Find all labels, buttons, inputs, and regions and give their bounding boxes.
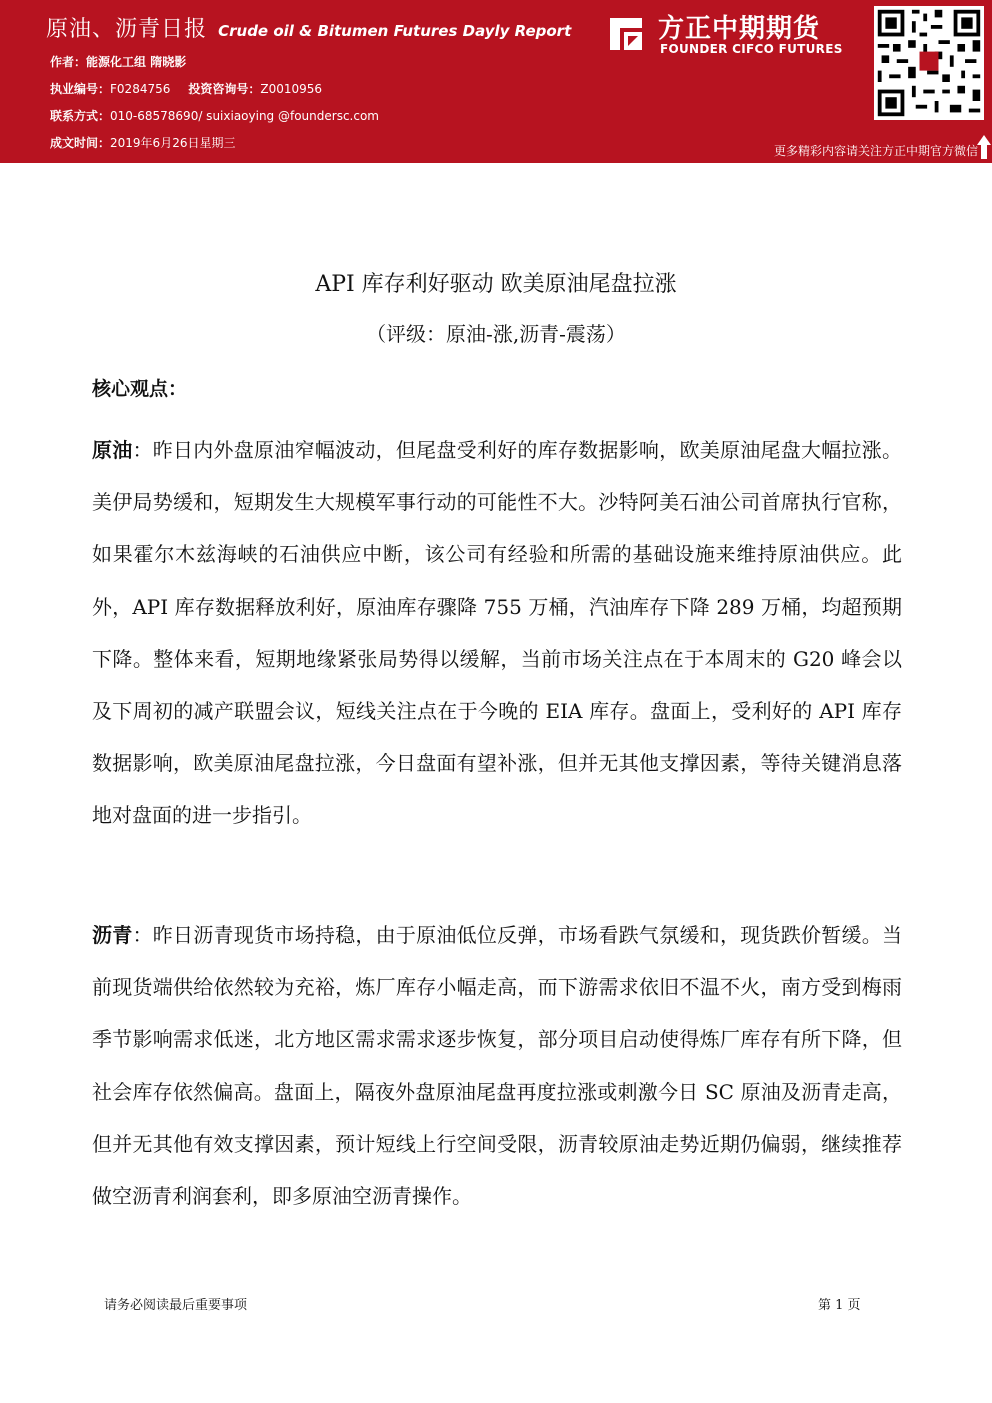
document-title: API 库存利好驱动 欧美原油尾盘拉涨 xyxy=(315,272,677,297)
date-value: 2019年6月26日星期三 xyxy=(110,136,236,150)
contact-value: 010-68578690/ suixiaoying @foundersc.com xyxy=(110,109,379,123)
qr-code-icon xyxy=(874,6,984,120)
date-label: 成文时间： xyxy=(50,136,111,150)
crude-oil-paragraph xyxy=(92,424,902,842)
consult-value: Z0010956 xyxy=(260,82,323,96)
page-number: 第 1 页 xyxy=(818,1298,861,1313)
arrow-up-icon xyxy=(976,134,992,160)
author-line xyxy=(50,53,186,70)
author-value: 能源化工组 隋晓影 xyxy=(86,55,187,69)
author-label: 作者： xyxy=(50,55,87,69)
report-title-en: Crude oil & Bitumen Futures Dayly Report xyxy=(218,22,572,40)
bitumen-label: 沥青 xyxy=(92,923,133,947)
follow-wechat-text: 更多精彩内容请关注方正中期官方微信 xyxy=(773,144,978,158)
contact-line xyxy=(50,107,379,124)
logo-text-cn: 方正中期期货 xyxy=(658,14,821,44)
crude-oil-label: 原油 xyxy=(92,438,133,462)
contact-label: 联系方式： xyxy=(50,109,111,123)
consult-label: 投资咨询号： xyxy=(188,82,261,96)
bitumen-text: ：昨日沥青现货市场持稳，由于原油低位反弹，市场看跌气氛缓和，现货跌价暂缓。当前现货端供给依然较为充裕，炼厂库存小幅走高，而下游需求依旧不温不火，南方受到梅雨季节影响需求低迷，北方地区需求需求逐步恢复，部分项目启动使得炼厂库存有所下降，但社会库存依然偏高。盘面上，隔夜外盘原油尾盘再度拉涨或刺激今日 SC 原油及沥青走高，但并无其他有效支撑因素，预计短线上行空间受限，沥青较原油走势近期仍偏弱，继续推荐做空沥青利润套利，即多原油空沥青操作。 xyxy=(92,923,903,1209)
report-header xyxy=(0,0,992,163)
crude-oil-text: ：昨日内外盘原油窄幅波动，但尾盘受利好的库存数据影响，欧美原油尾盘大幅拉涨。美伊局势缓和，短期发生大规模军事行动的可能性不大。沙特阿美石油公司首席执行官称，如果霍尔木兹海峡的石油供应中断，该公司有经验和所需的基础设施来维持原油供应。此外，API 库存数据释放利好，原油库存骤降 755 万桶，汽油库存下降 289 万桶，均超预期下降。整体来看，短期地缘紧张局势得以缓解，当前市场关注点在于本周末的 G20 峰会以及下周初的减产联盟会议，短线关注点在于今晚的 EIA 库存。盘面上，受利好的 API 库存数据影响，欧美原油尾盘拉涨，今日盘面有望补涨，但并无其他支撑因素，等待关键消息落地对盘面的进一步指引。 xyxy=(92,438,903,828)
footer-notice: 请务必阅读最后重要事项 xyxy=(104,1298,248,1313)
logo-text-en: FOUNDER CIFCO FUTURES xyxy=(660,42,843,56)
core-view-heading: 核心观点： xyxy=(92,378,188,400)
license-label: 执业编号： xyxy=(50,82,111,96)
license-line xyxy=(50,80,322,97)
founder-logo-icon xyxy=(604,12,648,56)
bitumen-paragraph xyxy=(92,909,902,1222)
license-value: F0284756 xyxy=(110,82,171,96)
header-banner xyxy=(0,0,864,157)
date-line xyxy=(50,134,235,151)
report-title-cn: 原油、沥青日报 xyxy=(46,17,208,42)
document-rating: （评级：原油-涨,沥青-震荡） xyxy=(366,322,626,346)
header-title-row xyxy=(46,12,571,43)
company-logo xyxy=(604,8,860,60)
